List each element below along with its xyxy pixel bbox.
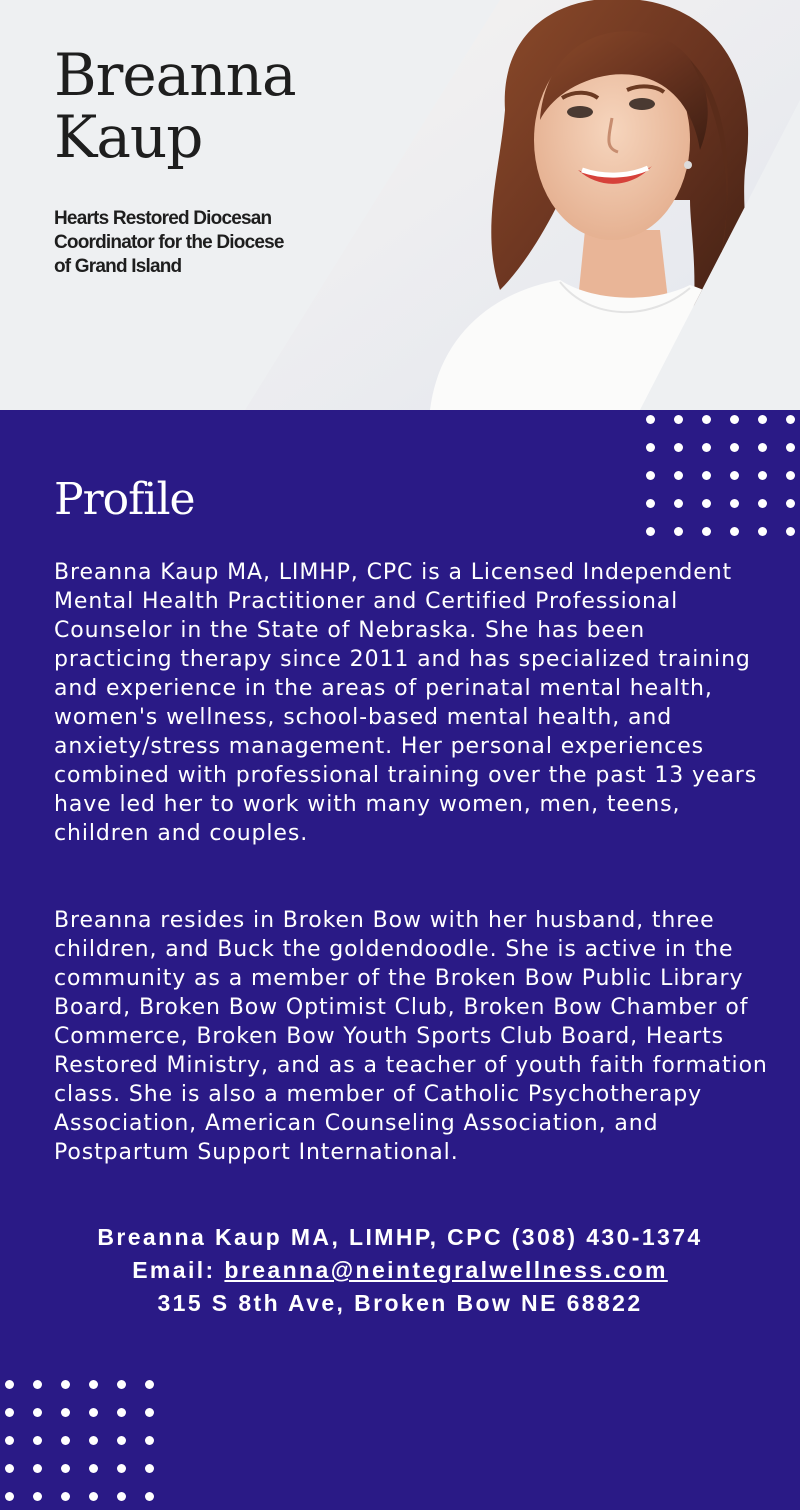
profile-name xyxy=(54,41,296,171)
dot xyxy=(145,1436,154,1445)
dot xyxy=(758,499,767,508)
dot xyxy=(758,415,767,424)
dot xyxy=(730,527,739,536)
dot-grid-decoration xyxy=(4,1370,172,1510)
email-link[interactable]: breanna@neintegralwellness.com xyxy=(224,1257,668,1283)
email-label: Email: xyxy=(132,1257,216,1283)
contact-name-phone: Breanna Kaup MA, LIMHP, CPC (308) 430-1374 xyxy=(97,1224,703,1250)
contact-email-line xyxy=(0,1255,800,1285)
dot xyxy=(674,471,683,480)
contact-block xyxy=(0,1222,800,1321)
dot xyxy=(786,443,795,452)
dot xyxy=(61,1464,70,1473)
dot xyxy=(5,1408,14,1417)
dot xyxy=(786,499,795,508)
dot xyxy=(61,1436,70,1445)
dot xyxy=(758,527,767,536)
dot xyxy=(33,1408,42,1417)
dot xyxy=(786,527,795,536)
dot xyxy=(89,1408,98,1417)
dot xyxy=(674,443,683,452)
dot xyxy=(117,1408,126,1417)
profile-header xyxy=(0,0,800,410)
dot xyxy=(33,1380,42,1389)
dot xyxy=(674,527,683,536)
profile-heading: Profile xyxy=(54,474,195,525)
dot xyxy=(674,415,683,424)
dot xyxy=(5,1380,14,1389)
dot xyxy=(702,527,711,536)
dot xyxy=(61,1408,70,1417)
dot xyxy=(758,443,767,452)
dot xyxy=(702,443,711,452)
dot xyxy=(730,443,739,452)
dot xyxy=(33,1464,42,1473)
bio-paragraph: Breanna Kaup MA, LIMHP, CPC is a Licensed Independent Mental Health Practitioner and Certified Professional Counselor in the State of Nebraska. She has been practicing therapy since 2011 and has specialized training and experience in the areas of perinatal mental health, women's wellness, school-based mental health, and anxiety/stress management. Her personal experiences combined with professional training over the past 13 years have led her to work with many women, men, teens, children and couples. xyxy=(54,560,758,846)
dot xyxy=(89,1380,98,1389)
dot xyxy=(89,1436,98,1445)
dot xyxy=(117,1436,126,1445)
dot xyxy=(117,1464,126,1473)
dot xyxy=(89,1464,98,1473)
dot xyxy=(730,471,739,480)
dot xyxy=(646,415,655,424)
dot xyxy=(702,499,711,508)
dot xyxy=(674,499,683,508)
dot xyxy=(646,527,655,536)
dot xyxy=(730,415,739,424)
dot xyxy=(145,1408,154,1417)
dot xyxy=(786,471,795,480)
contact-address: 315 S 8th Ave, Broken Bow NE 68822 xyxy=(157,1290,643,1316)
dot xyxy=(5,1464,14,1473)
dot xyxy=(730,499,739,508)
dot xyxy=(646,443,655,452)
dot xyxy=(145,1464,154,1473)
dot xyxy=(702,415,711,424)
dot xyxy=(646,499,655,508)
role-title: Hearts Restored Diocesan Coordinator for the Diocese of Grand Island xyxy=(54,208,284,277)
dot xyxy=(646,471,655,480)
dot xyxy=(702,471,711,480)
dot xyxy=(5,1436,14,1445)
dot xyxy=(758,471,767,480)
dot-grid-decoration xyxy=(645,405,800,545)
last-name: Kaup xyxy=(54,103,203,171)
dot xyxy=(145,1380,154,1389)
dot xyxy=(61,1380,70,1389)
dot xyxy=(117,1380,126,1389)
bio-paragraph: Breanna resides in Broken Bow with her husband, three children, and Buck the goldendoodle. She is active in the community as a member of the Broken Bow Public Library Board, Broken Bow Optimist Club, Broken Bow Chamber of Commerce, Broken Bow Youth Sports Club Board, Hearts Restored Ministry, and as a teacher of youth faith formation class. She is also a member of Catholic Psychotherapy Association, American Counseling Association, and Postpartum Support International. xyxy=(54,908,768,1165)
dot xyxy=(786,415,795,424)
dot xyxy=(33,1436,42,1445)
first-name: Breanna xyxy=(54,41,296,109)
